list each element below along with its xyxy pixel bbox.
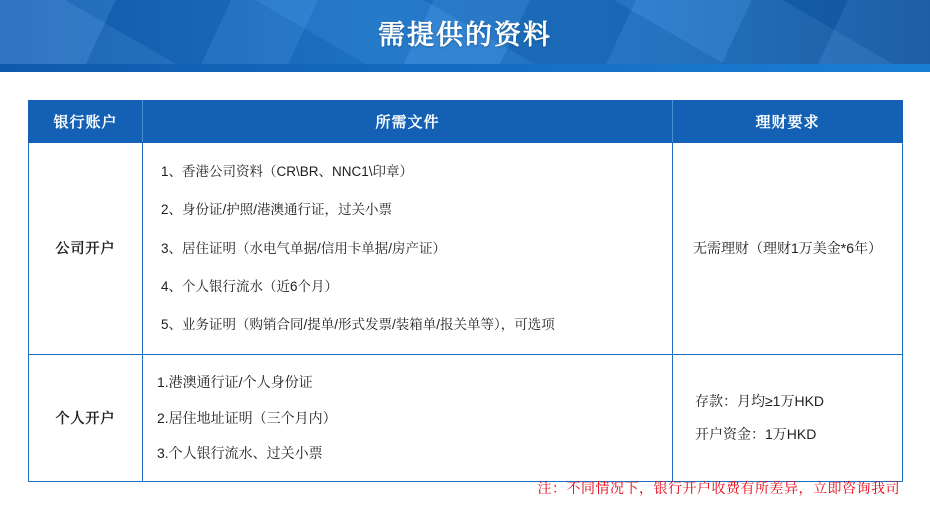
table-row [29,143,903,355]
requirement-personal [673,355,903,482]
table-header-row [29,101,903,143]
list-item: 3、居住证明（水电气单据/信用卡单据/房产证） [161,240,447,256]
requirements-table [28,100,903,482]
requirement-line: 无需理财（理财1万美金*6年） [692,240,883,257]
list-item: 2、身份证/护照/港澳通行证，过关小票 [161,202,393,218]
list-item: 1.港澳通行证/个人身份证 [157,374,313,391]
list-item: 2.居住地址证明（三个月内） [157,409,337,426]
list-item: 4、个人银行流水（近6个月） [161,278,339,294]
list-item: 1、香港公司资料（CR\BR、NNC1\印章） [161,164,414,179]
requirements-table-wrapper [28,100,902,482]
requirement-company [673,143,903,355]
header-banner [0,0,930,72]
documents-list-company [143,143,673,355]
column-header-wealth-requirement: 理财要求 [673,101,903,143]
column-header-required-documents: 所需文件 [143,101,673,143]
requirement-line: 开户资金：1万HKD [695,426,817,443]
documents-list-personal [143,355,673,482]
table-row [29,355,903,482]
list-item: 5、业务证明（购销合同/提单/形式发票/装箱单/报关单等），可选项 [161,317,555,333]
row-label-personal-account: 个人开户 [29,355,143,482]
page-title: 需提供的资料 [378,19,552,50]
footnote-text: 注：不同情况下，银行开户收费有所差异，立即咨询我司 [537,480,900,496]
row-label-company-account: 公司开户 [29,143,143,355]
column-header-account-type: 银行账户 [29,101,143,143]
list-item: 3.个人银行流水、过关小票 [157,444,323,461]
requirement-line: 存款：月均≥1万HKD [695,393,825,410]
